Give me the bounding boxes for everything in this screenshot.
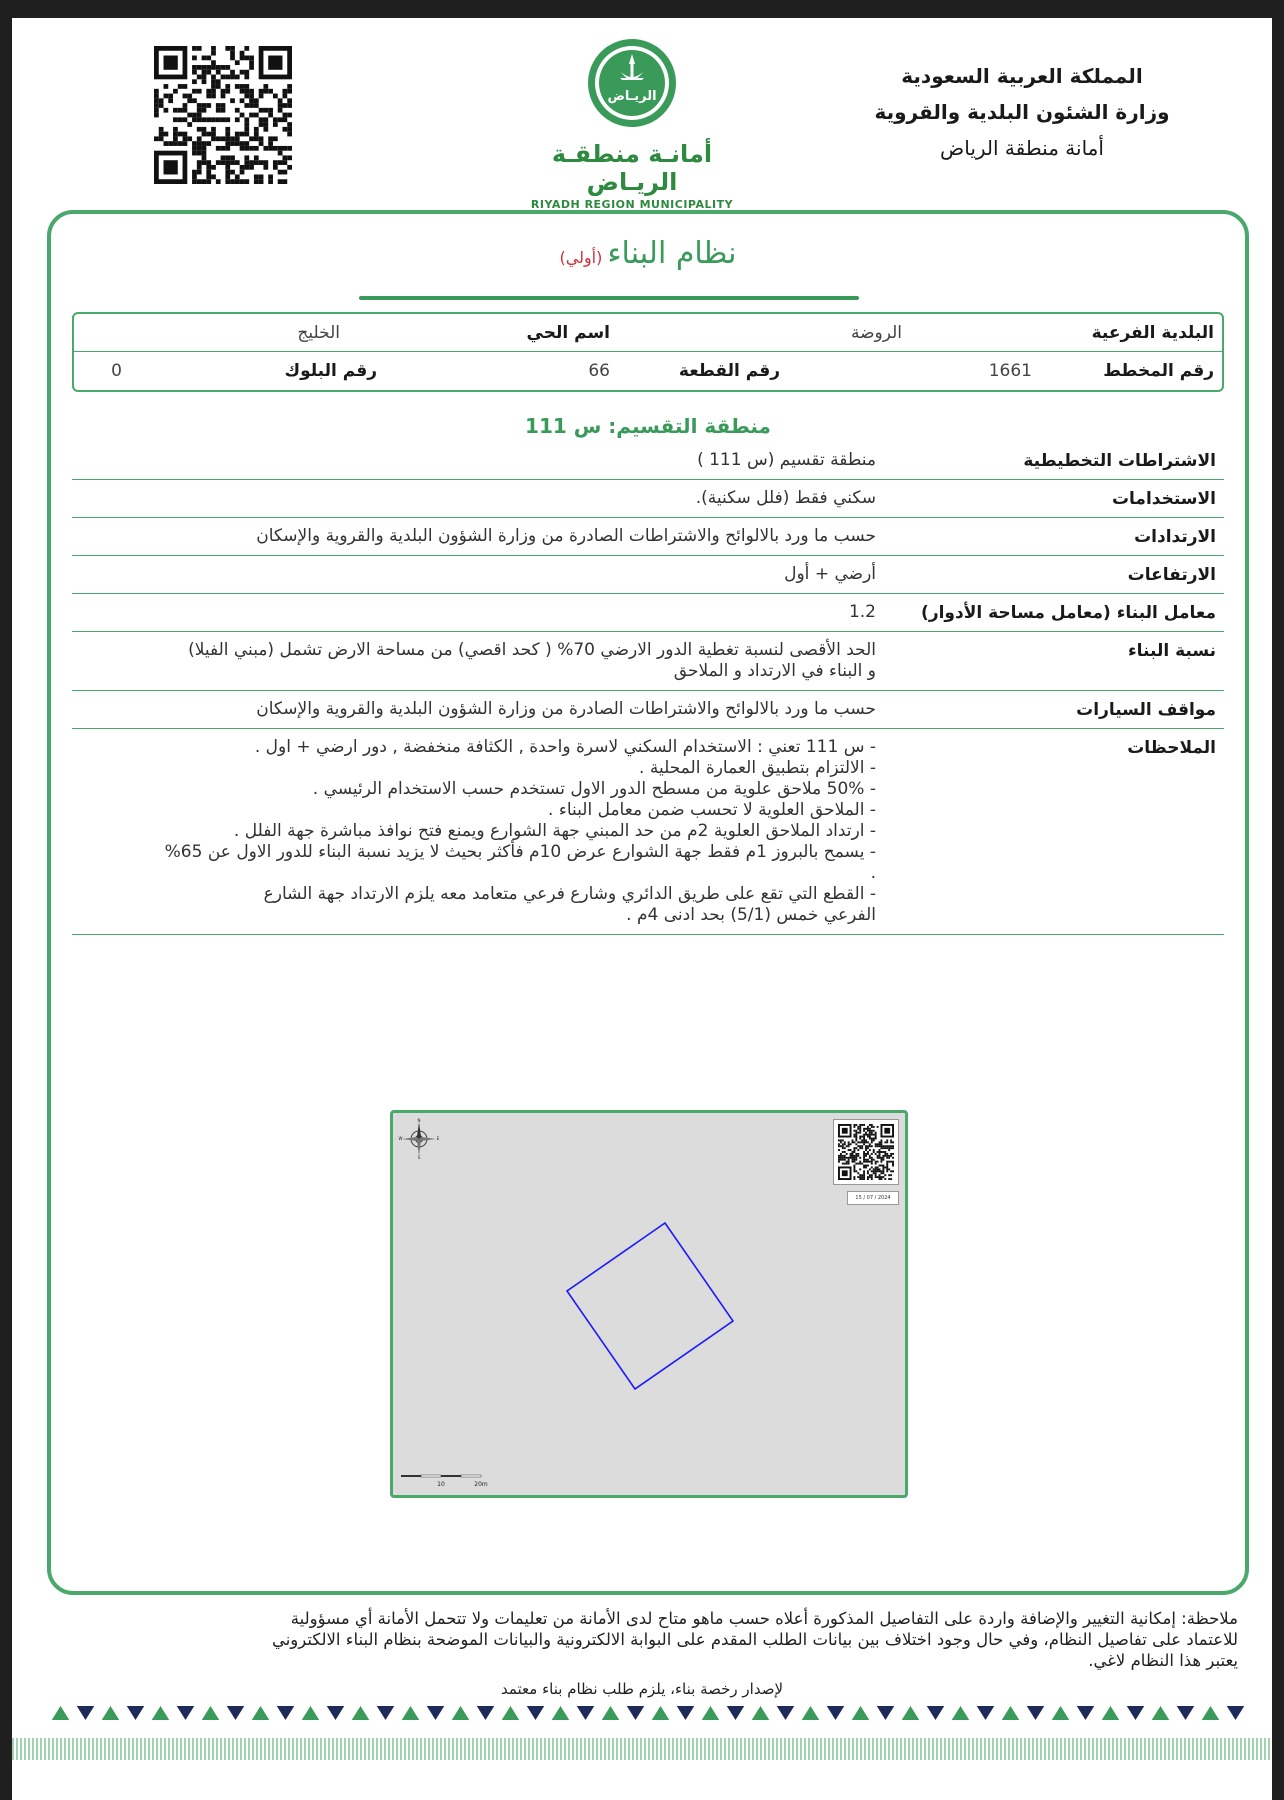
- table-row: [72, 691, 1224, 729]
- heights-label: الارتفاعات: [1127, 565, 1216, 585]
- coverage-line-2: و البناء في الارتداد و الملاحق: [673, 661, 876, 681]
- decorative-triangle: [752, 1706, 770, 1720]
- note-line: - ارتداد الملاحق العلوية 2م من حد المبني جهة الشوارع ويمنع فتح نوافذ مباشرة جهة الفلل .: [233, 821, 876, 841]
- decorative-triangle: [677, 1706, 695, 1720]
- note-line: - الالتزام بتطبيق العمارة المحلية .: [639, 758, 876, 778]
- disclaimer-line: يعتبر هذا النظام لاغي.: [1088, 1651, 1238, 1670]
- info-row-1: [74, 314, 1222, 352]
- coverage-label: نسبة البناء: [1127, 641, 1216, 661]
- plan-label: رقم المخطط: [1103, 361, 1214, 381]
- decorative-triangle: [852, 1706, 870, 1720]
- zoning-heading: منطقة التقسيم: س 111: [525, 414, 771, 438]
- left-dark-edge: [0, 0, 12, 1800]
- plot-label: رقم القطعة: [678, 361, 780, 381]
- decorative-triangle: [1102, 1706, 1120, 1720]
- decorative-triangle: [327, 1706, 345, 1720]
- district-label: اسم الحي: [526, 323, 610, 343]
- decorative-triangle: [1202, 1706, 1220, 1720]
- parcel-info-box: [72, 312, 1224, 392]
- table-row: [72, 594, 1224, 632]
- table-row: [72, 729, 1224, 935]
- decorative-triangle: [452, 1706, 470, 1720]
- far-value: 1.2: [848, 602, 876, 622]
- decorative-triangle: [302, 1706, 320, 1720]
- scale-bar: [399, 1473, 489, 1491]
- decorative-triangle: [702, 1706, 720, 1720]
- coverage-line-1: الحد الأقصى لنسبة تغطية الدور الارضي 70% ( كحد اقصي) من مساحة الارض تشمل (مبني الفيلا): [188, 640, 876, 660]
- decorative-triangle: [127, 1706, 145, 1720]
- title-status: (أولي): [559, 248, 603, 267]
- decorative-triangle: [1027, 1706, 1045, 1720]
- note-line: - س 111 تعني : الاستخدام السكني لاسرة واحدة , الكثافة منخفضة , دور ارضي + اول .: [254, 737, 876, 757]
- decorative-triangle: [802, 1706, 820, 1720]
- district-value: الخليج: [297, 323, 340, 343]
- note-line: - 50% ملاحق علوية من مسطح الدور الاول تستخدم حسب الاستخدام الرئيسي .: [312, 779, 876, 799]
- decorative-triangle: [577, 1706, 595, 1720]
- compass-s: S: [417, 1155, 421, 1160]
- decorative-triangle: [777, 1706, 795, 1720]
- title-main: نظام البناء: [607, 236, 737, 271]
- compass-w: W: [398, 1136, 403, 1141]
- far-label: معامل البناء (معامل مساحة الأدوار): [921, 603, 1216, 623]
- setbacks-label: الارتدادات: [1134, 527, 1216, 547]
- notes-list: [72, 729, 876, 934]
- decorative-triangle: [152, 1706, 170, 1720]
- header-authority: [862, 58, 1182, 166]
- right-dark-edge: [1272, 0, 1284, 1800]
- decorative-triangle: [1002, 1706, 1020, 1720]
- parking-value: حسب ما ورد بالالوائح والاشتراطات الصادرة من وزارة الشؤون البلدية والقروية والإسكان: [256, 699, 876, 719]
- decorative-triangle: [1077, 1706, 1095, 1720]
- decorative-triangle: [427, 1706, 445, 1720]
- table-row: [72, 518, 1224, 556]
- document-sheet: [12, 18, 1272, 1800]
- note-line: الفرعي خمس (5/1) بحد ادنى 4م .: [626, 905, 876, 925]
- decorative-triangle: [352, 1706, 370, 1720]
- table-row: [72, 480, 1224, 518]
- decorative-triangle: [77, 1706, 95, 1720]
- decorative-triangle: [877, 1706, 895, 1720]
- compass-n: N: [417, 1118, 421, 1123]
- riyadh-municipality-logo: [512, 38, 752, 211]
- municipality-name: أمانة منطقة الرياض: [940, 136, 1104, 160]
- decorative-triangle: [477, 1706, 495, 1720]
- plan-value: 1661: [988, 361, 1032, 381]
- decorative-triangle: [727, 1706, 745, 1720]
- decorative-triangle: [227, 1706, 245, 1720]
- decorative-triangle: [52, 1706, 70, 1720]
- note-line: .: [870, 863, 876, 883]
- scale-label-10: 10: [437, 1481, 445, 1488]
- decorative-triangle: [902, 1706, 920, 1720]
- map-qr-code-icon: [838, 1124, 894, 1180]
- note-line: - الملاحق العلوية لا تحسب ضمن معامل البناء .: [548, 800, 876, 820]
- decorative-triangle: [1127, 1706, 1145, 1720]
- block-value: 0: [111, 361, 122, 381]
- decorative-triangle: [277, 1706, 295, 1720]
- block-label: رقم البلوك: [284, 361, 377, 381]
- decorative-triangle: [552, 1706, 570, 1720]
- compass-e: E: [436, 1136, 440, 1141]
- ministry-name: وزارة الشئون البلدية والقروية: [874, 100, 1170, 124]
- decorative-triangle: [952, 1706, 970, 1720]
- uses-value: سكني فقط (فلل سكنية).: [695, 488, 876, 508]
- title-underline: [359, 296, 859, 300]
- decorative-triangle: [1177, 1706, 1195, 1720]
- parcel-drawing: [393, 1113, 905, 1495]
- logo-english-text: RIYADH REGION MUNICIPALITY: [530, 198, 734, 211]
- disclaimer-note: [78, 1608, 1238, 1671]
- decorative-triangle: [927, 1706, 945, 1720]
- decorative-triangle: [202, 1706, 220, 1720]
- planning-label: الاشتراطات التخطيطية: [1023, 451, 1216, 471]
- notes-label: الملاحظات: [1127, 738, 1216, 758]
- decorative-triangle: [1152, 1706, 1170, 1720]
- table-row: [72, 556, 1224, 594]
- decorative-triangle: [1227, 1706, 1245, 1720]
- uses-label: الاستخدامات: [1111, 489, 1216, 509]
- decorative-triangle: [252, 1706, 270, 1720]
- decorative-triangle: [827, 1706, 845, 1720]
- heights-value: أرضي + أول: [784, 564, 876, 584]
- info-row-2: [74, 352, 1222, 390]
- disclaimer-line: للاعتماد على تفاصيل النظام، وفي حال وجود اختلاف بين بيانات الطلب المقدم على البوابة الالكترونية والبيانات الموضحة بنظام البناء الالكتروني: [271, 1630, 1238, 1649]
- building-system-frame: [47, 210, 1249, 1595]
- decorative-stripe-band: [12, 1738, 1272, 1760]
- decorative-triangle: [177, 1706, 195, 1720]
- note-line: - يسمح بالبروز 1م فقط جهة الشوارع عرض 10م فأكثر بحيث لا يزيد نسبة البناء للدور الاول عن 65%: [164, 842, 876, 862]
- plot-value: 66: [588, 361, 610, 381]
- emblem-text: الريـاض: [607, 89, 657, 104]
- requirements-table: [72, 442, 1224, 935]
- decorative-triangle-band: [48, 1702, 1248, 1724]
- decorative-triangle: [627, 1706, 645, 1720]
- branch-label: البلدية الفرعية: [1091, 323, 1214, 343]
- logo-arabic-text: أمانـة منطقـة الريـاض: [551, 140, 713, 196]
- scale-label-20: 20m: [474, 1481, 488, 1488]
- decorative-triangle: [602, 1706, 620, 1720]
- decorative-triangle: [502, 1706, 520, 1720]
- compass-icon: [399, 1119, 439, 1159]
- parking-label: مواقف السيارات: [1076, 700, 1216, 720]
- top-dark-bar: [0, 0, 1284, 18]
- decorative-triangle: [102, 1706, 120, 1720]
- disclaimer-line: ملاحظة: إمكانية التغيير والإضافة واردة على التفاصيل المذكورة أعلاه حسب ماهو متاح لدى الأمانة من تعليمات ولا تتحمل الأمانة أي مسؤولية: [290, 1609, 1238, 1628]
- decorative-triangle: [977, 1706, 995, 1720]
- map-date: 15 / 07 / 2024: [847, 1191, 899, 1205]
- table-row: [72, 442, 1224, 480]
- table-row: [72, 632, 1224, 691]
- license-requirement-text: لإصدار رخصة بناء، يلزم طلب نظام بناء معتمد: [500, 1680, 784, 1698]
- note-line: - القطع التي تقع على طريق الدائري وشارع فرعي متعامد معه يلزم الارتداد جهة الشارع: [263, 884, 876, 904]
- parcel-polygon: [567, 1223, 733, 1389]
- qr-code-icon: [154, 46, 292, 184]
- decorative-triangle: [1052, 1706, 1070, 1720]
- decorative-triangle: [652, 1706, 670, 1720]
- emblem-icon: [587, 38, 677, 128]
- document-title: [51, 236, 1245, 271]
- site-plan-map: [390, 1110, 908, 1498]
- decorative-triangle: [377, 1706, 395, 1720]
- setbacks-value: حسب ما ورد بالالوائح والاشتراطات الصادرة من وزارة الشؤون البلدية والقروية والإسكان: [256, 526, 876, 546]
- map-qr-frame: [833, 1119, 899, 1185]
- decorative-triangle: [527, 1706, 545, 1720]
- country-name: المملكة العربية السعودية: [901, 64, 1143, 88]
- branch-value: الروضة: [850, 323, 902, 343]
- planning-value: منطقة تقسيم (س 111 ): [697, 450, 876, 470]
- decorative-triangle: [402, 1706, 420, 1720]
